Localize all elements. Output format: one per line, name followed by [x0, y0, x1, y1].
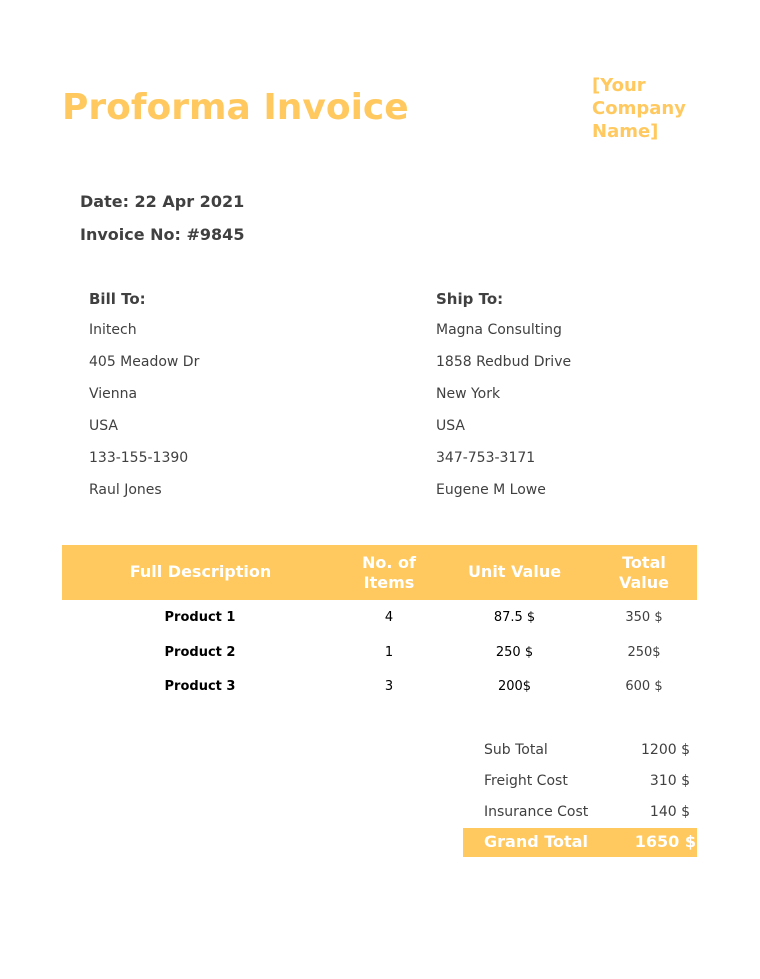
grand-total-value: 1650 $ — [634, 832, 696, 851]
column-header-total-line: Total — [622, 553, 666, 572]
bill-to-line: 133-155-1390 — [89, 450, 189, 466]
invoice-number: Invoice No: #9845 — [80, 225, 245, 244]
ship-to-heading: Ship To: — [436, 290, 504, 308]
row-items: 3 — [384, 679, 394, 694]
row-total-value: 350 $ — [625, 610, 663, 625]
bill-to-line: Initech — [89, 322, 137, 338]
row-description: Product 2 — [164, 645, 236, 660]
freight-cost-value: 310 $ — [649, 773, 690, 789]
row-unit-value: 200$ — [497, 679, 532, 694]
bill-to-line: USA — [89, 418, 118, 434]
invoice-date: Date: 22 Apr 2021 — [80, 192, 245, 211]
insurance-cost-value: 140 $ — [649, 804, 690, 820]
row-unit-value: 87.5 $ — [493, 610, 536, 625]
column-header-items — [344, 553, 434, 593]
ship-to-line: Magna Consulting — [436, 322, 562, 338]
row-unit-value: 250 $ — [495, 645, 534, 660]
ship-to-line: 1858 Redbud Drive — [436, 354, 572, 370]
column-header-items-line: Items — [363, 573, 415, 592]
insurance-cost-label: Insurance Cost — [484, 804, 589, 820]
items-table-header — [62, 545, 697, 600]
row-total-value: 250$ — [627, 645, 661, 660]
ship-to-line: Eugene M Lowe — [436, 482, 546, 498]
column-header-total-line: Value — [618, 573, 670, 592]
bill-to-line: Raul Jones — [89, 482, 162, 498]
column-header-unit-value: Unit Value — [467, 562, 562, 581]
freight-cost-label: Freight Cost — [484, 773, 568, 789]
bill-to-line: 405 Meadow Dr — [89, 354, 200, 370]
ship-to-line: USA — [436, 418, 465, 434]
row-items: 4 — [384, 610, 394, 625]
ship-to-line: New York — [436, 386, 501, 402]
column-header-total-value — [599, 553, 689, 593]
bill-to-heading: Bill To: — [89, 290, 146, 308]
row-items: 1 — [384, 645, 394, 660]
invoice-title: Proforma Invoice — [62, 87, 409, 128]
row-description: Product 1 — [164, 610, 236, 625]
bill-to-line: Vienna — [89, 386, 138, 402]
grand-total-label: Grand Total — [484, 832, 588, 851]
row-description: Product 3 — [164, 679, 236, 694]
company-name-line: [Your — [592, 75, 646, 96]
subtotal-value: 1200 $ — [641, 742, 690, 758]
column-header-items-line: No. of — [362, 553, 416, 572]
ship-to-line: 347-753-3171 — [436, 450, 536, 466]
company-name — [592, 74, 732, 143]
row-total-value: 600 $ — [625, 679, 663, 694]
company-name-line: Company — [592, 98, 686, 119]
column-header-description: Full Description — [129, 562, 272, 581]
subtotal-label: Sub Total — [484, 742, 548, 758]
company-name-line: Name] — [592, 121, 659, 142]
